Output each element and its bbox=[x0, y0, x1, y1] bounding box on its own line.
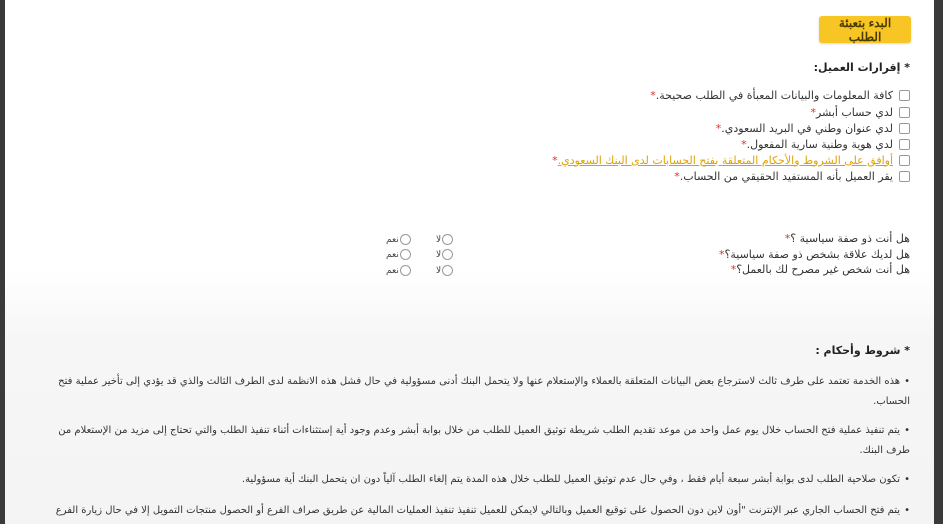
required-star: * bbox=[715, 121, 722, 135]
question-label: هل أنت ذو صفة سياسية ؟* bbox=[784, 232, 910, 245]
declaration-checkbox[interactable] bbox=[899, 107, 910, 118]
radio-yes[interactable] bbox=[386, 234, 411, 245]
radio-button[interactable] bbox=[442, 249, 453, 260]
declaration-checkbox[interactable] bbox=[899, 90, 910, 101]
terms-text: تكون صلاحية الطلب لدى بوابة أبشر سبعة أيام فقط ، وفي حال عدم توثيق العميل للطلب خلال هذه المدة يتم إلغاء الطلب آلياً دون ان يتحمل البنك أية مسؤولية. bbox=[241, 474, 901, 485]
terms-item: •يتم تنفيذ عملية فتح الحساب خلال يوم عمل واحد من موعد تقديم الطلب شريطة توثيق العميل للطلب من خلال بوابة أبشر وعدم وجود أية إستثناءات أثناء تنفيذ الطلب والتي تحتاج إلى مزيد من الإستعلام من طرف البنك. bbox=[58, 425, 910, 456]
required-star: * bbox=[719, 248, 725, 261]
required-star: * bbox=[741, 137, 747, 151]
declaration-item[interactable] bbox=[741, 136, 910, 152]
declaration-label: كافة المعلومات والبيانات المعبأة في الطلب صحيحة. bbox=[655, 88, 893, 102]
application-form-page bbox=[5, 0, 934, 524]
radio-no[interactable] bbox=[436, 249, 453, 260]
terms-link[interactable]: أوافق على الشروط والأحكام المتعلقة بفتح الحسابات لدى البنك السعودي. bbox=[557, 153, 893, 167]
declaration-item[interactable] bbox=[674, 168, 910, 184]
required-star: * bbox=[650, 88, 656, 102]
terms-text: يتم فتح الحساب الجاري عبر الإنترنت "أون لاين دون الحصول على توقيع العميل وبالتالي لايمكن للعميل تنفيذ تنفيذ العمليات المالية عن طريق صراف الفرع أو الحصول منتجات التمويل إلا في حال زيارة الفرع bbox=[55, 505, 901, 516]
declaration-item[interactable] bbox=[810, 104, 910, 120]
radio-yes[interactable] bbox=[386, 265, 411, 276]
declaration-label: يقر العميل بأنه المستفيد الحقيقي من الحساب. bbox=[679, 169, 893, 183]
declaration-label: لدي عنوان وطني في البريد السعودي. bbox=[721, 121, 893, 135]
terms-item: •تكون صلاحية الطلب لدى بوابة أبشر سبعة أيام فقط ، وفي حال عدم توثيق العميل للطلب خلال هذه المدة يتم إلغاء الطلب آلياً دون ان يتحمل البنك أية مسؤولية. bbox=[241, 474, 910, 485]
radio-button[interactable] bbox=[400, 249, 411, 260]
radio-button[interactable] bbox=[400, 265, 411, 276]
declaration-label: لدي هوية وطنية سارية المفعول. bbox=[746, 137, 893, 151]
declaration-item[interactable] bbox=[650, 87, 910, 103]
question-label: هل أنت شخص غير مصرح لك بالعمل؟* bbox=[730, 263, 910, 276]
declaration-checkbox[interactable] bbox=[899, 155, 910, 166]
terms-item: •هذه الخدمة تعتمد على طرف ثالث لاسترجاع بعض البيانات المتعلقة بالعملاء والإستعلام عنها ولا يتحمل البنك أدنى مسؤولية في حال فشل هذه الانظمة لدى الطرف الثالث والذي قد يؤدي إلى تأخير عملية فتح الحساب. bbox=[58, 376, 910, 407]
start-application-button[interactable]: البدء بتعبئة الطلب bbox=[819, 16, 911, 43]
required-star: * bbox=[810, 105, 816, 119]
declaration-label: لدي حساب أبشر bbox=[815, 105, 893, 119]
radio-label: لا bbox=[436, 234, 442, 245]
radio-label: لا bbox=[436, 265, 442, 276]
radio-no[interactable] bbox=[436, 234, 453, 245]
question-label: هل لديك علاقة بشخص ذو صفة سياسية؟* bbox=[719, 248, 910, 261]
radio-yes[interactable] bbox=[386, 249, 411, 260]
declarations-title: * إقرارات العميل: bbox=[813, 61, 910, 74]
radio-label: نعم bbox=[386, 249, 399, 260]
radio-button[interactable] bbox=[400, 234, 411, 245]
required-star: * bbox=[730, 263, 737, 276]
radio-label: نعم bbox=[386, 265, 399, 276]
terms-title: * شروط وأحكام : bbox=[815, 344, 910, 357]
radio-no[interactable] bbox=[436, 265, 453, 276]
declaration-item[interactable] bbox=[716, 120, 910, 136]
radio-button[interactable] bbox=[442, 234, 453, 245]
terms-item: •يتم فتح الحساب الجاري عبر الإنترنت "أون لاين دون الحصول على توقيع العميل وبالتالي لايمكن للعميل تنفيذ تنفيذ العمليات المالية عن طريق صراف الفرع أو الحصول منتجات التمويل إلا في حال زيارة الفرع bbox=[55, 505, 910, 516]
required-star: * bbox=[784, 232, 791, 245]
declaration-checkbox[interactable] bbox=[899, 171, 910, 182]
radio-button[interactable] bbox=[442, 265, 453, 276]
declaration-item[interactable] bbox=[552, 152, 910, 168]
declaration-checkbox[interactable] bbox=[899, 139, 910, 150]
required-star: * bbox=[552, 153, 558, 167]
declaration-checkbox[interactable] bbox=[899, 123, 910, 134]
radio-label: نعم bbox=[386, 234, 399, 245]
terms-text: هذه الخدمة تعتمد على طرف ثالث لاسترجاع بعض البيانات المتعلقة بالعملاء والإستعلام عنها ولا يتحمل البنك أدنى مسؤولية في حال فشل هذه الانظمة لدى الطرف الثالث والذي قد يؤدي إلى تأخير عملية فتح الحساب. bbox=[58, 376, 910, 407]
radio-label: لا bbox=[436, 249, 442, 260]
required-star: * bbox=[674, 169, 680, 183]
terms-text: يتم تنفيذ عملية فتح الحساب خلال يوم عمل واحد من موعد تقديم الطلب شريطة توثيق العميل للطلب من خلال بوابة أبشر وعدم وجود أية إستثناءات أثناء تنفيذ الطلب والتي تحتاج إلى مزيد من الإستعلام من طرف البنك. bbox=[58, 425, 910, 456]
